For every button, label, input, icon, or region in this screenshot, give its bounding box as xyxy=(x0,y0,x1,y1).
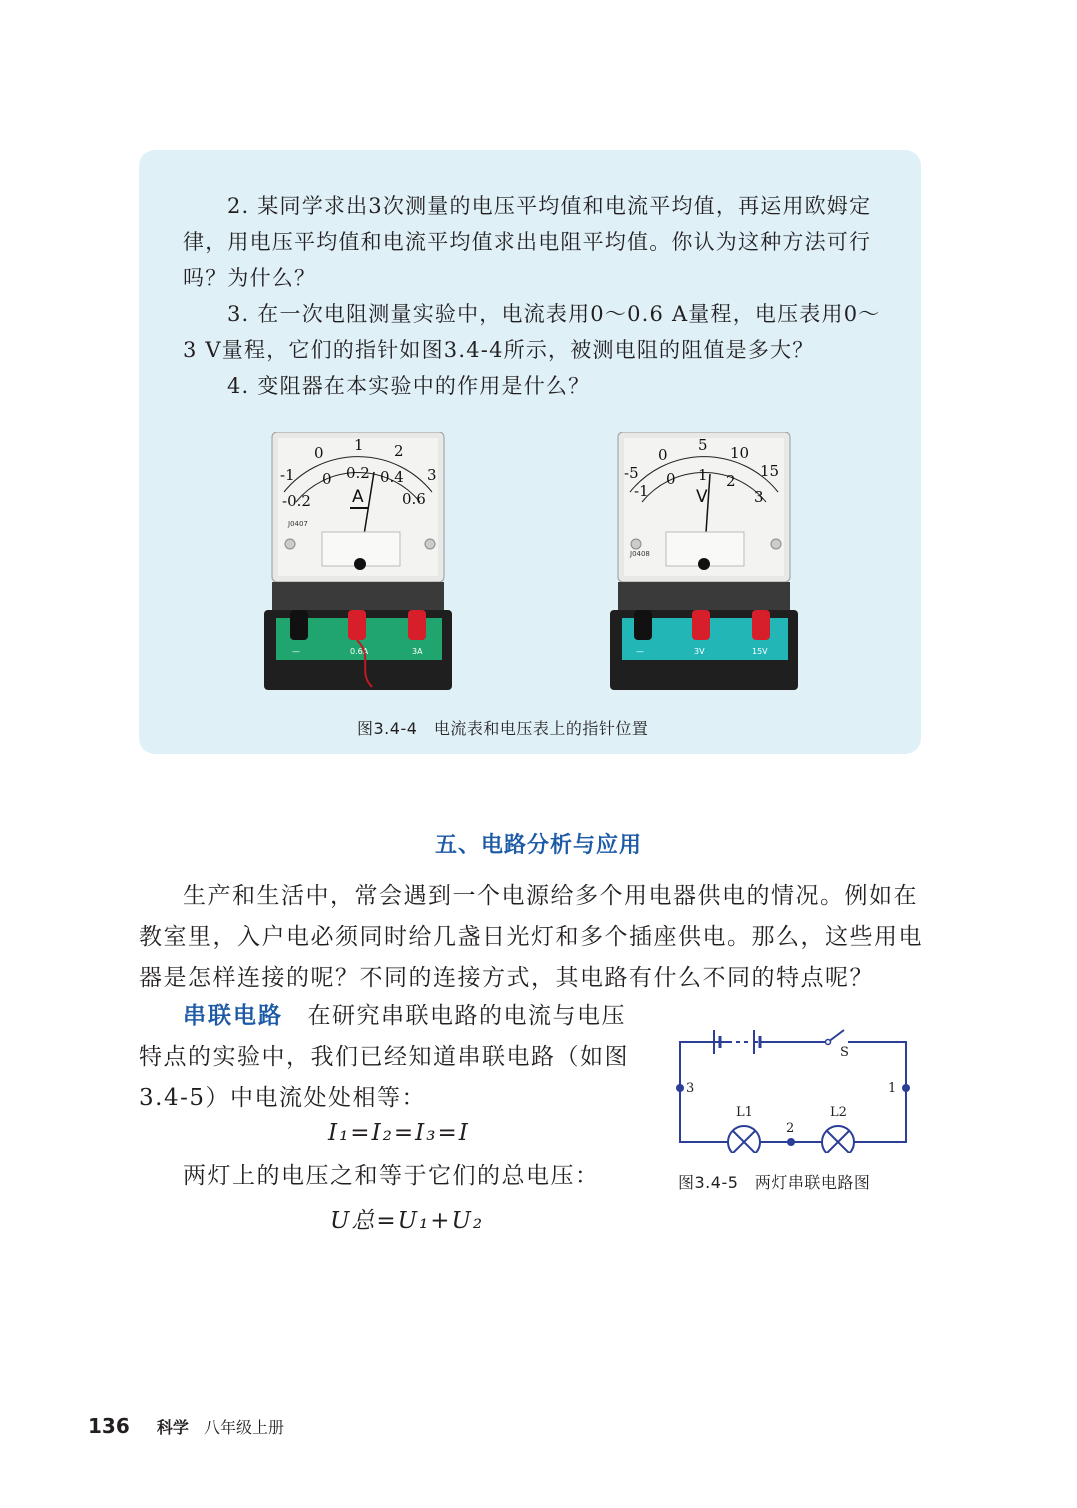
voltmeter-upper-0: 0 xyxy=(658,446,668,464)
ammeter-image xyxy=(262,432,452,694)
ammeter-3a-terminal xyxy=(408,610,426,640)
series-circuit-diagram xyxy=(668,1018,918,1153)
ammeter-lower-0: 0 xyxy=(322,470,332,488)
voltmeter-upper-neg: -5 xyxy=(624,464,639,482)
voltmeter-lower-neg: -1 xyxy=(634,482,649,500)
current-formula xyxy=(328,1120,470,1146)
section-title: 五、电路分析与应用 xyxy=(434,833,642,858)
intro-text: 生产和生活中，常会遇到一个电源给多个用电器供电的情况。例如在教室里，入户电必须同时给几盏日光灯和多个插座供电。那么，这些用电器是怎样连接的呢？不同的连接方式，其电路有什么不同的特点呢？ xyxy=(139,883,923,991)
ammeter-negative-terminal xyxy=(290,610,308,640)
svg-text:15V: 15V xyxy=(752,647,768,656)
page-footer xyxy=(88,1414,284,1438)
lamp-1-label: L1 xyxy=(736,1105,753,1120)
ammeter-model: J0407 xyxy=(288,520,308,528)
series-paragraph xyxy=(139,996,649,1119)
voltmeter-lower-2: 2 xyxy=(726,472,736,490)
svg-text:3A: 3A xyxy=(412,647,423,656)
voltmeter-model: J0408 xyxy=(630,550,650,558)
ammeter-lower-02: 0.2 xyxy=(346,464,370,482)
voltmeter-upper-10: 10 xyxy=(730,444,750,462)
question-3: 3. 在一次电阻测量实验中，电流表用0～0.6 A量程，电压表用0～3 V量程，它们的指针如图3.4-4所示，被测电阻的阻值是多大？ xyxy=(183,302,881,362)
question-4: 4. 变阻器在本实验中的作用是什么？ xyxy=(227,374,591,398)
ammeter-lower-neg: -0.2 xyxy=(282,492,311,510)
lamp-1-symbol xyxy=(728,1126,760,1153)
voltmeter-negative-terminal xyxy=(634,610,652,640)
voltmeter-unit: V xyxy=(696,487,708,507)
current-formula-text: I₁=I₂=I₃=I xyxy=(328,1120,470,1146)
series-text: 在研究串联电路的电流与电压特点的实验中，我们已经知道串联电路（如图 3.4-5）中电流处处相等： xyxy=(139,1003,629,1111)
node-3-label: 3 xyxy=(686,1081,695,1096)
voltmeter-upper-15: 15 xyxy=(760,462,780,480)
series-keyword: 串联电路 xyxy=(183,1003,283,1029)
page-number: 136 xyxy=(88,1414,130,1438)
intro-paragraph xyxy=(139,876,929,999)
voltmeter-15v-terminal xyxy=(752,610,770,640)
ammeter-upper-1: 1 xyxy=(354,436,364,454)
ammeter-unit: A xyxy=(352,487,364,507)
subject-label: 科学 xyxy=(156,1418,189,1437)
ammeter-upper-0: 0 xyxy=(314,444,324,462)
voltmeter-image xyxy=(608,432,798,694)
voltmeter-3v-terminal xyxy=(692,610,710,640)
ammeter-upper-neg: -1 xyxy=(280,466,295,484)
ammeter-upper-3: 3 xyxy=(427,466,437,484)
voltage-sentence xyxy=(139,1156,659,1197)
voltmeter-lower-0: 0 xyxy=(666,470,676,488)
figure-3-4-5-caption: 图3.4-5 两灯串联电路图 xyxy=(678,1173,871,1192)
svg-text:0.6A: 0.6A xyxy=(350,647,369,656)
svg-text:3V: 3V xyxy=(694,647,705,656)
figure-3-4-4-caption: 图3.4-4 电流表和电压表上的指针位置 xyxy=(357,719,649,738)
node-1 xyxy=(902,1084,910,1092)
voltmeter-lower-1: 1 xyxy=(698,466,708,484)
ammeter-lower-04: 0.4 xyxy=(380,468,404,486)
node-3 xyxy=(676,1084,684,1092)
exercise-questions xyxy=(183,188,883,404)
voltage-formula-text: U总=U₁+U₂ xyxy=(330,1208,485,1234)
voltage-formula xyxy=(330,1202,484,1235)
node-2 xyxy=(787,1138,795,1146)
svg-text:—: — xyxy=(636,647,644,656)
voltmeter-upper-5: 5 xyxy=(698,436,708,454)
voltage-text: 两灯上的电压之和等于它们的总电压： xyxy=(183,1163,600,1189)
grade-label: 八年级上册 xyxy=(203,1418,284,1437)
ammeter-06a-terminal xyxy=(348,610,366,640)
question-2: 2. 某同学求出3次测量的电压平均值和电流平均值，再运用欧姆定律，用电压平均值和电流平均值求出电阻平均值。你认为这种方法可行吗？为什么？ xyxy=(183,194,872,290)
node-2-label: 2 xyxy=(786,1121,795,1136)
voltmeter-lower-3: 3 xyxy=(754,488,764,506)
lamp-2-symbol xyxy=(822,1126,854,1153)
switch-label: S xyxy=(840,1045,849,1060)
lamp-2-label: L2 xyxy=(830,1105,847,1120)
svg-text:—: — xyxy=(292,647,300,656)
ammeter-upper-2: 2 xyxy=(394,442,404,460)
node-1-label: 1 xyxy=(888,1081,897,1096)
ammeter-lower-06: 0.6 xyxy=(402,490,426,508)
